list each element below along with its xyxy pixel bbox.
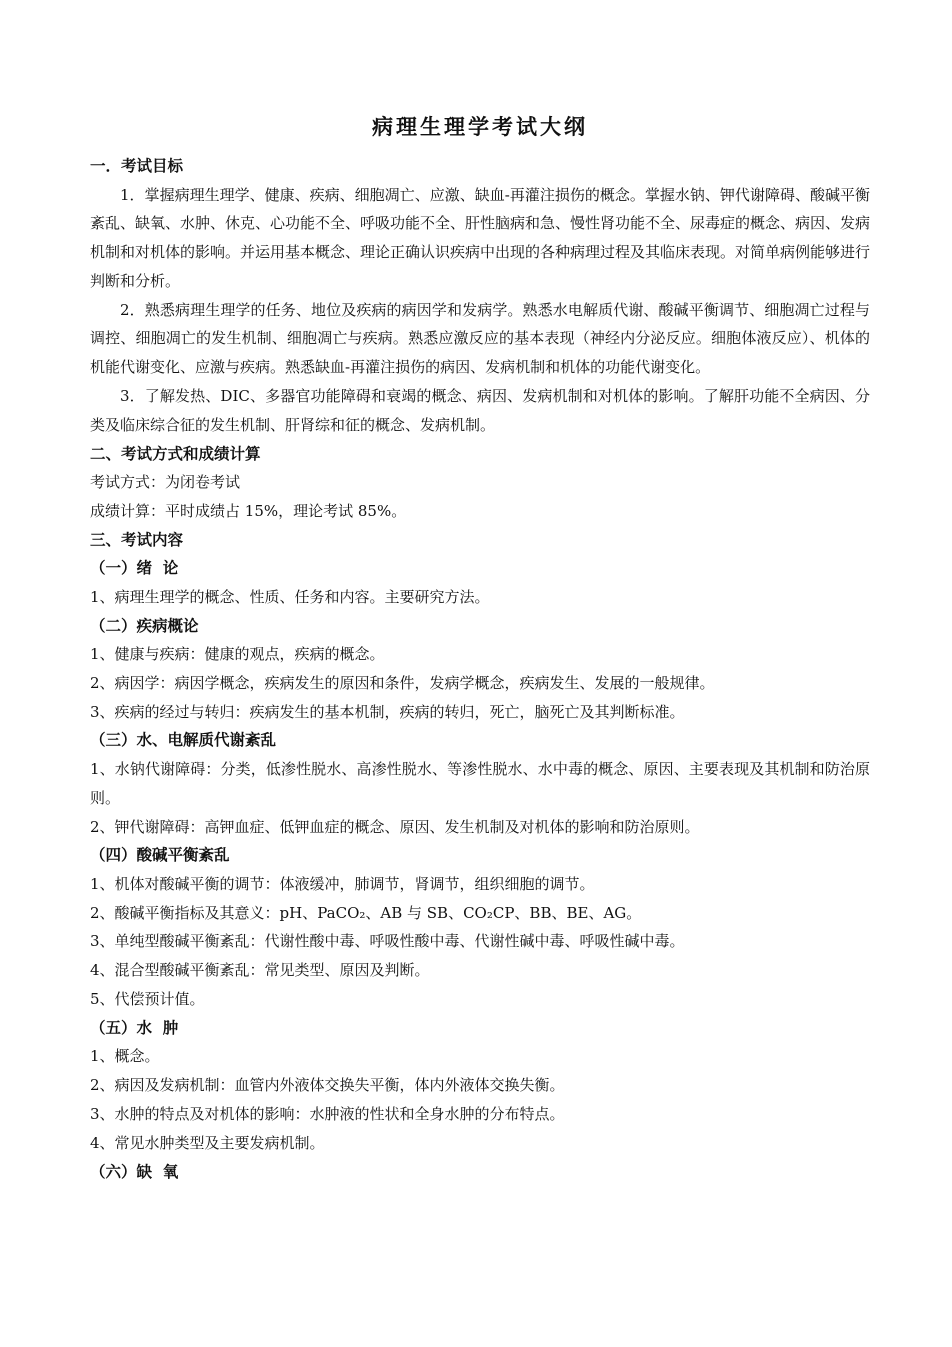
list-item: 3、单纯型酸碱平衡紊乱：代谢性酸中毒、呼吸性酸中毒、代谢性碱中毒、呼吸性碱中毒。 bbox=[90, 932, 685, 951]
list-item: 4、常见水肿类型及主要发病机制。 bbox=[90, 1133, 325, 1152]
subsection-heading-introduction: （一）绪 论 bbox=[90, 559, 179, 578]
subsection-heading-water-electrolyte: （三）水、电解质代谢紊乱 bbox=[90, 731, 277, 750]
subsection-heading-disease-overview: （二）疾病概论 bbox=[90, 616, 199, 635]
list-item: 2、病因及发病机制：血管内外液体交换失平衡，体内外液体交换失衡。 bbox=[90, 1076, 565, 1095]
list-item: 1、健康与疾病：健康的观点，疾病的概念。 bbox=[90, 645, 385, 664]
subsection-heading-acid-base: （四）酸碱平衡紊乱 bbox=[90, 846, 230, 865]
list-item: 2、酸碱平衡指标及其意义：pH、PaCO₂、AB 与 SB、CO₂CP、BB、BE、AG。 bbox=[90, 903, 642, 922]
list-item: 2、病因学：病因学概念，疾病发生的原因和条件，发病学概念，疾病发生、发展的一般规律。 bbox=[90, 673, 715, 692]
list-item: 1、病理生理学的概念、性质、任务和内容。主要研究方法。 bbox=[90, 587, 490, 606]
section-heading-exam-method: 二、考试方式和成绩计算 bbox=[90, 444, 261, 463]
document-page bbox=[90, 112, 870, 1186]
document-title: 病理生理学考试大纲 bbox=[372, 114, 588, 139]
section-heading-exam-content: 三、考试内容 bbox=[90, 530, 184, 549]
list-item: 1、水钠代谢障碍：分类，低渗性脱水、高渗性脱水、等渗性脱水、水中毒的概念、原因、主要表现及其机制和防治原则。 bbox=[90, 759, 870, 807]
goal-paragraph-3: 3．了解发热、DIC、多器官功能障碍和衰竭的概念、病因、发病机制和对机体的影响。了解肝功能不全病因、分类及临床综合征的发生机制、肝肾综和征的概念、发病机制。 bbox=[90, 387, 870, 434]
list-item: 3、疾病的经过与转归：疾病发生的基本机制，疾病的转归，死亡，脑死亡及其判断标准。 bbox=[90, 702, 685, 721]
list-item: 2、钾代谢障碍：高钾血症、低钾血症的概念、原因、发生机制及对机体的影响和防治原则。 bbox=[90, 817, 700, 836]
list-item: 1、概念。 bbox=[90, 1047, 160, 1066]
list-item: 5、代偿预计值。 bbox=[90, 990, 205, 1009]
list-item: 3、水肿的特点及对机体的影响：水肿液的性状和全身水肿的分布特点。 bbox=[90, 1104, 565, 1123]
section-heading-exam-goals: 一．考试目标 bbox=[90, 157, 184, 175]
grading-line: 成绩计算：平时成绩占 15%，理论考试 85%。 bbox=[90, 501, 407, 520]
subsection-heading-edema: （五）水 肿 bbox=[90, 1018, 179, 1037]
list-item: 1、机体对酸碱平衡的调节：体液缓冲，肺调节，肾调节，组织细胞的调节。 bbox=[90, 874, 595, 893]
subsection-heading-hypoxia: （六）缺 氧 bbox=[90, 1162, 179, 1181]
list-item: 4、混合型酸碱平衡紊乱：常见类型、原因及判断。 bbox=[90, 961, 430, 980]
exam-method-line: 考试方式：为闭卷考试 bbox=[90, 473, 241, 492]
goal-paragraph-1: 1．掌握病理生理学、健康、疾病、细胞凋亡、应激、缺血-再灌注损伤的概念。掌握水钠、钾代谢障碍、酸碱平衡紊乱、缺氧、水肿、休克、心功能不全、呼吸功能不全、肝性脑病和急、慢性肾功能不全、尿毒症的概念、病因、发病机制和对机体的影响。并运用基本概念、理论正确认识疾病中出现的各种病理过程及其临床表现。对简单病例能够进行判断和分析。 bbox=[90, 185, 871, 290]
goal-paragraph-2: 2．熟悉病理生理学的任务、地位及疾病的病因学和发病学。熟悉水电解质代谢、酸碱平衡调节、细胞凋亡过程与调控、细胞凋亡的发生机制、细胞凋亡与疾病。熟悉应激反应的基本表现（神经内分泌反应。细胞体液反应）、机体的机能代谢变化、应激与疾病。熟悉缺血-再灌注损伤的病因、发病机制和机体的功能代谢变化。 bbox=[90, 300, 870, 377]
